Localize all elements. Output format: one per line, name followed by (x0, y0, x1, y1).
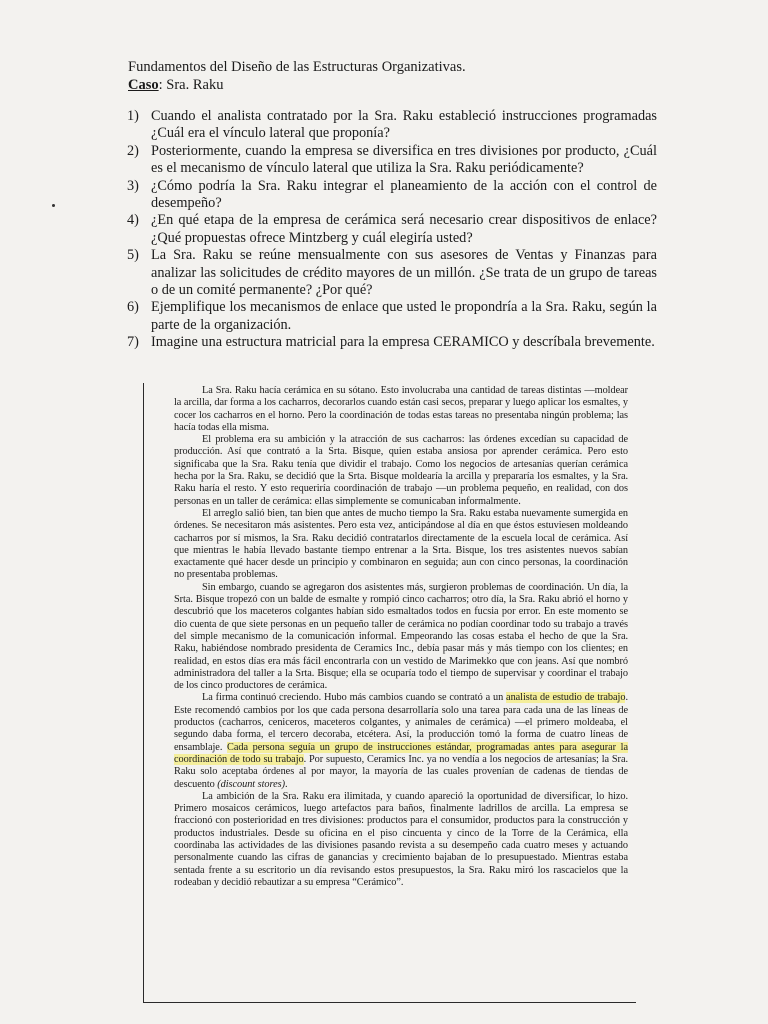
case-paragraph: El problema era su ambición y la atracción de sus cacharros: las órdenes excedían su capacidad de producción. Así que contrató a la Srta. Bisque, quien estaba ansiosa por aprender cerámica. Pero esto significaba que la Sra. Raku tenía que dividir el trabajo. Como los negocios de artesanías querían cerámica hecha por la Sra. Raku, se decidió que la Srta. Bisque moldearía la arcilla y prepararía los esmaltes, y la Sra. Raku haría el resto. Y esto requeriría coordinación de trabajo —un problema pequeño, en realidad, con dos personas en un taller de cerámica: ellas simplemente se comunicaban informalmente. (174, 434, 628, 507)
case-text-run: . Este recomendó cambios por los que cada persona desarrollaría solo una tarea para cada una de las líneas de productos (cacharros, ceniceros, maceteros colgantes, y animales de cerámica) —el primero moldeaba, el segundo daba forma, el tercero decoraba, etcétera. Así, la producción tomó la forma de cuatro líneas de ensamblaje. (174, 692, 628, 753)
question-item (127, 299, 657, 334)
question-text: Imagine una estructura matricial para la empresa CERAMICO y descríbala brevemente. (151, 334, 655, 351)
question-item (127, 334, 657, 351)
case-label: Caso (128, 77, 159, 93)
case-name: Sra. Raku (166, 77, 224, 93)
question-item (127, 178, 657, 213)
case-text-run: . Por supuesto, Ceramics Inc. ya no vendía a los negocios de artesanías; la Sra. Raku solo aceptaba órdenes al por mayor, la mayoría de las cuales provenían de cadenas de tiendas de descuento (174, 753, 628, 790)
question-text: ¿Cómo podría la Sra. Raku integrar el planeamiento de la acción con el control de desempeño? (151, 177, 657, 212)
question-item (127, 247, 657, 299)
case-paragraph (174, 692, 628, 790)
case-paragraph: La ambición de la Sra. Raku era ilimitada, y cuando apareció la oportunidad de diversificar, lo hizo. Primero mosaicos cerámicos, luego artefactos para baños, finalmente ladrillos de arcilla. La empresa se fraccionó con posterioridad en tres divisiones: productos para el consumidor, productos para la construcción y productos industriales. Desde su oficina en el piso cincuenta y cinco de la Torre de la Cerámica, ella coordinaba las actividades de las divisiones pasando revista a su desempeño cada cuatro meses y actuando personalmente cuando las cifras de ganancias y crecimiento bajaban de lo presupuestado. Mientras estaba sentada frente a su escritorio un día revisando estos presupuestos, la Sra. Raku miró los rascacielos que la rodeaban y decidió rebautizar a su empresa “Cerámico”. (174, 790, 628, 888)
question-number: 2) (127, 142, 139, 159)
case-line (128, 77, 223, 93)
case-separator: : (158, 77, 167, 93)
scan-speck (52, 204, 55, 207)
highlighted-text: Cada persona seguía un grupo de instrucciones estándar, programadas antes para asegurar la coordinación de todo su trabajo (174, 741, 628, 765)
question-list (127, 108, 657, 352)
case-text-box (143, 383, 636, 1003)
case-paragraph: El arreglo salió bien, tan bien que antes de mucho tiempo la Sra. Raku estaba nuevamente sumergida en órdenes. Se necesitaron más asistentes. Pero esta vez, anticipándose al día en que éstos estuviesen moldeando cacharros por sí mismos, la Sra. Raku decidió contratarlos directamente de la escuela local de cerámica. Así que mientras le había llevado bastante tiempo entrenar a la Srta. Bisque, los tres asistentes nuevos sabían exactamente qué hacer desde un principio y combinaron en seguida; aun con cinco personas, la coordinación no presentaba problemas. (174, 507, 628, 581)
course-title: Fundamentos del Diseño de las Estructuras Organizativas. (128, 59, 466, 75)
case-paragraph: Sin embargo, cuando se agregaron dos asistentes más, surgieron problemas de coordinación. Un día, la Srta. Bisque tropezó con un balde de esmalte y rompió cinco cacharros; otro día, la Sra. Raku abrió el horno y descubrió que los maceteros colgantes habían sido esmaltados todos en fucsia por error. En este momento se dio cuenta de que siete personas en un pequeño taller de cerámica no podían coordinar todo su trabajo a través del simple mecanismo de la comunicación informal. Empeorando las cosas estaba el hecho de que la Sra. Raku, habiéndose nombrado presidenta de Ceramics Inc., debía pasar más y más tiempo con los clientes; en realidad, en estos días era más fácil encontrarla con un vestido de Marimekko que con jeans. Así que nombró administradora del taller a la Srta. Bisque; ella se ocuparía todo el tiempo de supervisar y coordinar el trabajo de los cinco productores de cerámica. (174, 581, 628, 692)
question-text: Ejemplifique los mecanismos de enlace que usted le propondría a la Sra. Raku, según la parte de la organización. (151, 299, 657, 333)
document-header (128, 58, 668, 94)
case-paragraph: La Sra. Raku hacía cerámica en su sótano. Esto involucraba una cantidad de tareas distintas —moldear la arcilla, dar forma a los cacharros, decorarlos cuando están casi secos, preparar y luego aplicar los esmaltes, y cocer los cacharros en el horno. Pero la coordinación de todas estas tareas no presentaba ningún problema; las hacía todas ella misma. (174, 385, 628, 433)
case-text-run: La firma continuó creciendo. Hubo más cambios cuando se contrató a un (202, 692, 507, 704)
case-text-run: . (284, 778, 288, 790)
highlighted-text: analista de estudio de trabajo (506, 692, 626, 704)
question-number: 3) (127, 177, 139, 194)
italic-text: (discount stores) (217, 778, 285, 790)
question-item (127, 212, 657, 247)
question-text: ¿En qué etapa de la empresa de cerámica será necesario crear dispositivos de enlace? ¿Qué propuestas ofrece Mintzberg y cuál elegiría usted? (151, 212, 657, 246)
question-number: 5) (127, 247, 139, 264)
question-number: 6) (127, 299, 139, 316)
question-text: Posteriormente, cuando la empresa se diversifica en tres divisiones por producto, ¿Cuál es el mecanismo de vínculo lateral que utiliza la Sra. Raku periódicamente? (151, 142, 657, 177)
question-text: Cuando el analista contratado por la Sra. Raku estableció instrucciones programadas ¿Cuál era el vínculo lateral que proponía? (151, 108, 657, 142)
question-number: 1) (127, 108, 139, 124)
question-number: 7) (127, 334, 139, 351)
question-text: La Sra. Raku se reúne mensualmente con sus asesores de Ventas y Finanzas para analizar las solicitudes de crédito mayores de un millón. ¿Se trata de un grupo de tareas o de un comité permanente? ¿Por qué? (151, 247, 657, 299)
question-number: 4) (127, 212, 139, 229)
question-item (127, 108, 657, 143)
question-item (127, 143, 657, 178)
